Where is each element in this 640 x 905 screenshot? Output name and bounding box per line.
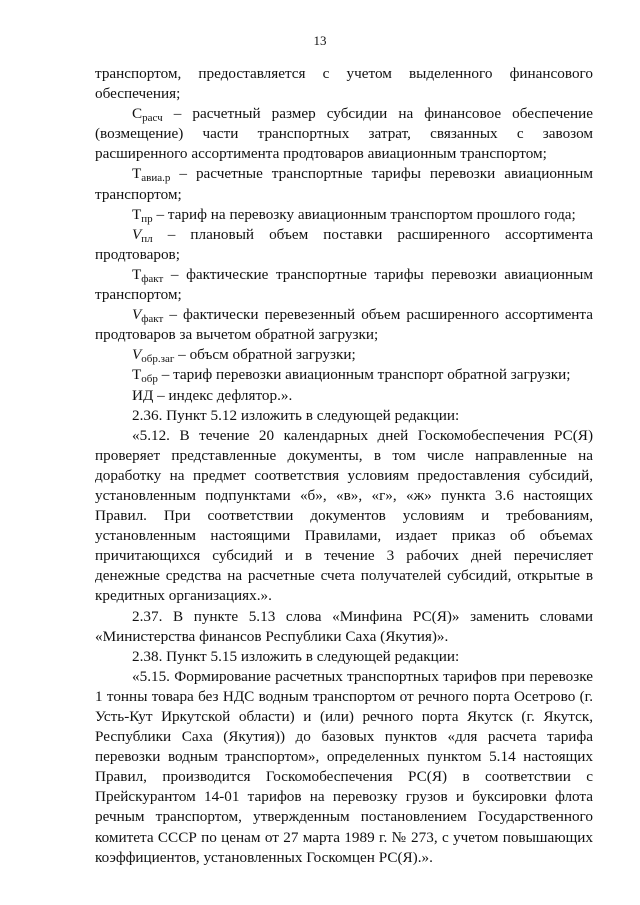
paragraph-text: 2.38. Пункт 5.15 изложить в следующей редакции: [132,647,460,665]
formula-symbol [132,226,153,243]
paragraph-text: 2.37. В пункте 5.13 слова «Минфина РС(Я)» заменить словами «Министерства финансов Республики Саха (Якутия)». [95,607,593,645]
symbol-subscript: факт [141,272,164,285]
formula-variable-definition [95,164,593,204]
definition-text: – тариф на перевозку авиационным транспортом прошлого года; [152,205,576,223]
formula-variable-definition [95,365,593,385]
symbol-base: С [132,105,143,123]
paragraph-text: «5.12. В течение 20 календарных дней Госкомобеспечения РС(Я) проверяет представленные документы, в том числе направленные на доработку на предмет соответствия условиям предоставления субсидий, установленным подпунктами «б», «в», «г», «ж» пункта 3.6 настоящих Правил. При соответствии документов условиям и требованиям, установленным настоящими Правилами, издает приказ об объемах причитающихся субсидий и в течение 3 рабочих дней перечисляет денежные средства на расчетные счета получателей субсидий, открытые в кредитных организациях.». [95,426,593,605]
symbol-base: V [132,306,142,324]
page-number: 13 [313,33,327,48]
document-paragraph [95,426,593,607]
symbol-subscript: авиа.р [141,172,171,185]
definition-text: – расчетные транспортные тарифы перевозки авиационным транспортом; [95,165,593,203]
formula-variable-definition [95,345,593,365]
definition-text: – фактические транспортные тарифы перевозки авиационным транспортом; [95,265,593,304]
symbol-subscript: расч [142,112,163,125]
symbol-base: V [132,346,142,364]
document-paragraph [95,647,593,667]
symbol-base: Т [132,366,142,384]
symbol-base: Т [132,265,142,283]
symbol-subscript: пр [141,212,153,225]
symbol-subscript: обр [141,373,158,386]
symbol-base: Т [132,205,142,223]
paragraph-text: ИД – индекс дефлятор.». [132,386,293,404]
formula-symbol [132,266,163,283]
formula-variable-definition [95,265,593,305]
paragraph-text: «5.15. Формирование расчетных транспортных тарифов при перевозке 1 тонны товара без НДС водным транспортом от речного порта Осетрово (г. Усть-Кут Иркутской области) и (или) речного порта Якутск (г. Якутск, Республики Саха (Якутия)) до базовых пунктов «для расчета тарифа перевозки водным транспортом», определенных пунктом 5.14 настоящих Правил, производится Госкомобеспечения РС(Я) в соответствии с Прейскурантом 14-01 тарифов на перевозку грузов и буксировки флота речным транспортом, утвержденным постановлением Государственного комитета СССР по ценам от 27 марта 1989 г. № 273, с учетом повышающих коэффициентов, установленных Госкомцен РС(Я).». [95,667,593,866]
definition-text: – объсм обратной загрузки; [174,346,356,364]
symbol-subscript: факт [141,313,164,326]
paragraph-text: транспортом, предоставляется с учетом выделенного финансового обеспечения; [95,65,593,103]
formula-symbol [132,306,164,326]
symbol-subscript: пл [141,232,153,245]
document-paragraph [95,667,593,868]
definition-text: – фактически перевезенный объем расширенного ассортимента продтоваров за вычетом обратной загрузки; [95,306,593,344]
document-paragraph [95,64,593,104]
symbol-subscript: обр.заг [141,353,175,366]
formula-symbol [132,206,153,223]
formula-variable-definition [95,205,593,225]
formula-variable-definition [95,225,593,265]
document-paragraph [95,607,593,647]
definition-text: – расчетный размер субсидии на финансовое обеспечение (возмещение) части транспортных затрат, связанных с завозом расширенного ассортимента продтоваров авиационным транспортом; [95,105,593,163]
formula-variable-definition [95,104,593,164]
formula-symbol [132,346,175,366]
formula-variable-definition [95,305,593,345]
formula-symbol [132,105,163,125]
definition-text: – тариф перевозки авиационным транспорт обратной загрузки; [157,366,571,384]
document-paragraph [95,406,593,426]
document-body [95,64,593,868]
formula-symbol [132,165,171,185]
definition-text: – плановый объем поставки расширенного ассортимента продтоваров; [95,225,593,263]
symbol-base: V [132,225,142,243]
document-paragraph [95,386,593,406]
formula-symbol [132,366,158,386]
symbol-base: Т [132,165,142,183]
paragraph-text: 2.36. Пункт 5.12 изложить в следующей редакции: [132,406,460,424]
